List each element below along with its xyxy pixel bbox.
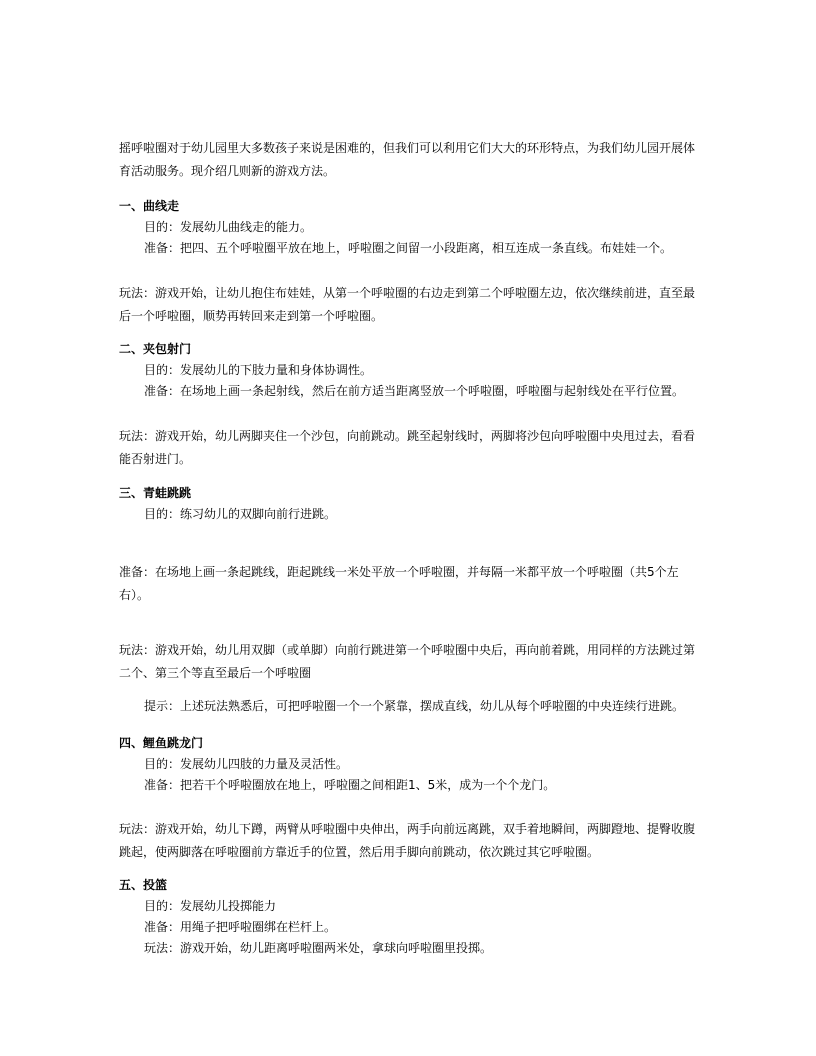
section-2-goal: 目的：发展幼儿的下肢力量和身体协调性。: [144, 363, 373, 377]
section-1-prep: 准备：把四、五个呼啦圈平放在地上，呼啦圈之间留一小段距离，相互连成一条直线。布娃娃一个。: [144, 241, 673, 255]
section-4-prep: 准备：把若干个呼啦圈放在地上，呼啦圈之间相距1、5米，成为一个个龙门。: [144, 778, 556, 792]
section-4-play: 玩法：游戏开始，幼儿下蹲，两臂从呼啦圈中央伸出，两手向前远离跳，双手着地瞬间，两脚蹬地、提臀收腹跳起，使两脚落在呼啦圈前方靠近手的位置，然后用手脚向前跳动，依次跳过其它呼啦圈。: [119, 822, 696, 859]
section-2-play: 玩法：游戏开始，幼儿两脚夹住一个沙包，向前跳动。跳至起射线时，两脚将沙包向呼啦圈中央甩过去，看看能否射进门。: [119, 429, 696, 466]
section-3-tip: 提示：上述玩法熟悉后，可把呼啦圈一个一个紧靠，摆成直线，幼儿从每个呼啦圈的中央连续行进跳。: [144, 699, 685, 713]
section-5-goal: 目的：发展幼儿投掷能力: [144, 899, 277, 913]
section-4-heading: 四、鲤鱼跳龙门: [119, 736, 204, 750]
section-5-heading: 五、投篮: [119, 878, 168, 892]
section-1-play: 玩法：游戏开始，让幼儿抱住布娃娃，从第一个呼啦圈的右边走到第二个呼啦圈左边，依次继续前进，直至最后一个呼啦圈，顺势再转回来走到第一个呼啦圈。: [119, 286, 696, 323]
section-3-goal: 目的：练习幼儿的双脚向前行进跳。: [144, 507, 337, 521]
section-3-prep: 准备：在场地上画一条起跳线，距起跳线一米处平放一个呼啦圈，并每隔一米都平放一个呼啦圈（共5个左右）。: [119, 565, 679, 602]
section-4-goal: 目的：发展幼儿四肢的力量及灵活性。: [144, 757, 349, 771]
section-5-prep: 准备：用绳子把呼啦圈绑在栏杆上。: [144, 920, 337, 934]
section-3-heading: 三、青蛙跳跳: [119, 486, 192, 500]
section-5-play: 玩法：游戏开始，幼儿距离呼啦圈两米处，拿球向呼啦圈里投掷。: [144, 941, 493, 955]
section-2-prep: 准备：在场地上画一条起射线，然后在前方适当距离竖放一个呼啦圈，呼啦圈与起射线处在平行位置。: [144, 384, 685, 398]
section-1-goal: 目的：发展幼儿曲线走的能力。: [144, 220, 313, 234]
section-3-play: 玩法：游戏开始，幼儿用双脚（或单脚）向前行跳进第一个呼啦圈中央后，再向前着跳，用同样的方法跳过第二个、第三个等直至最后一个呼啦圈: [119, 643, 696, 680]
section-2-heading: 二、夹包射门: [119, 342, 192, 356]
intro-paragraph: 摇呼啦圈对于幼儿园里大多数孩子来说是困难的，但我们可以利用它们大大的环形特点，为我们幼儿园开展体育活动服务。现介绍几则新的游戏方法。: [119, 141, 696, 178]
section-1-heading: 一、曲线走: [119, 199, 180, 213]
